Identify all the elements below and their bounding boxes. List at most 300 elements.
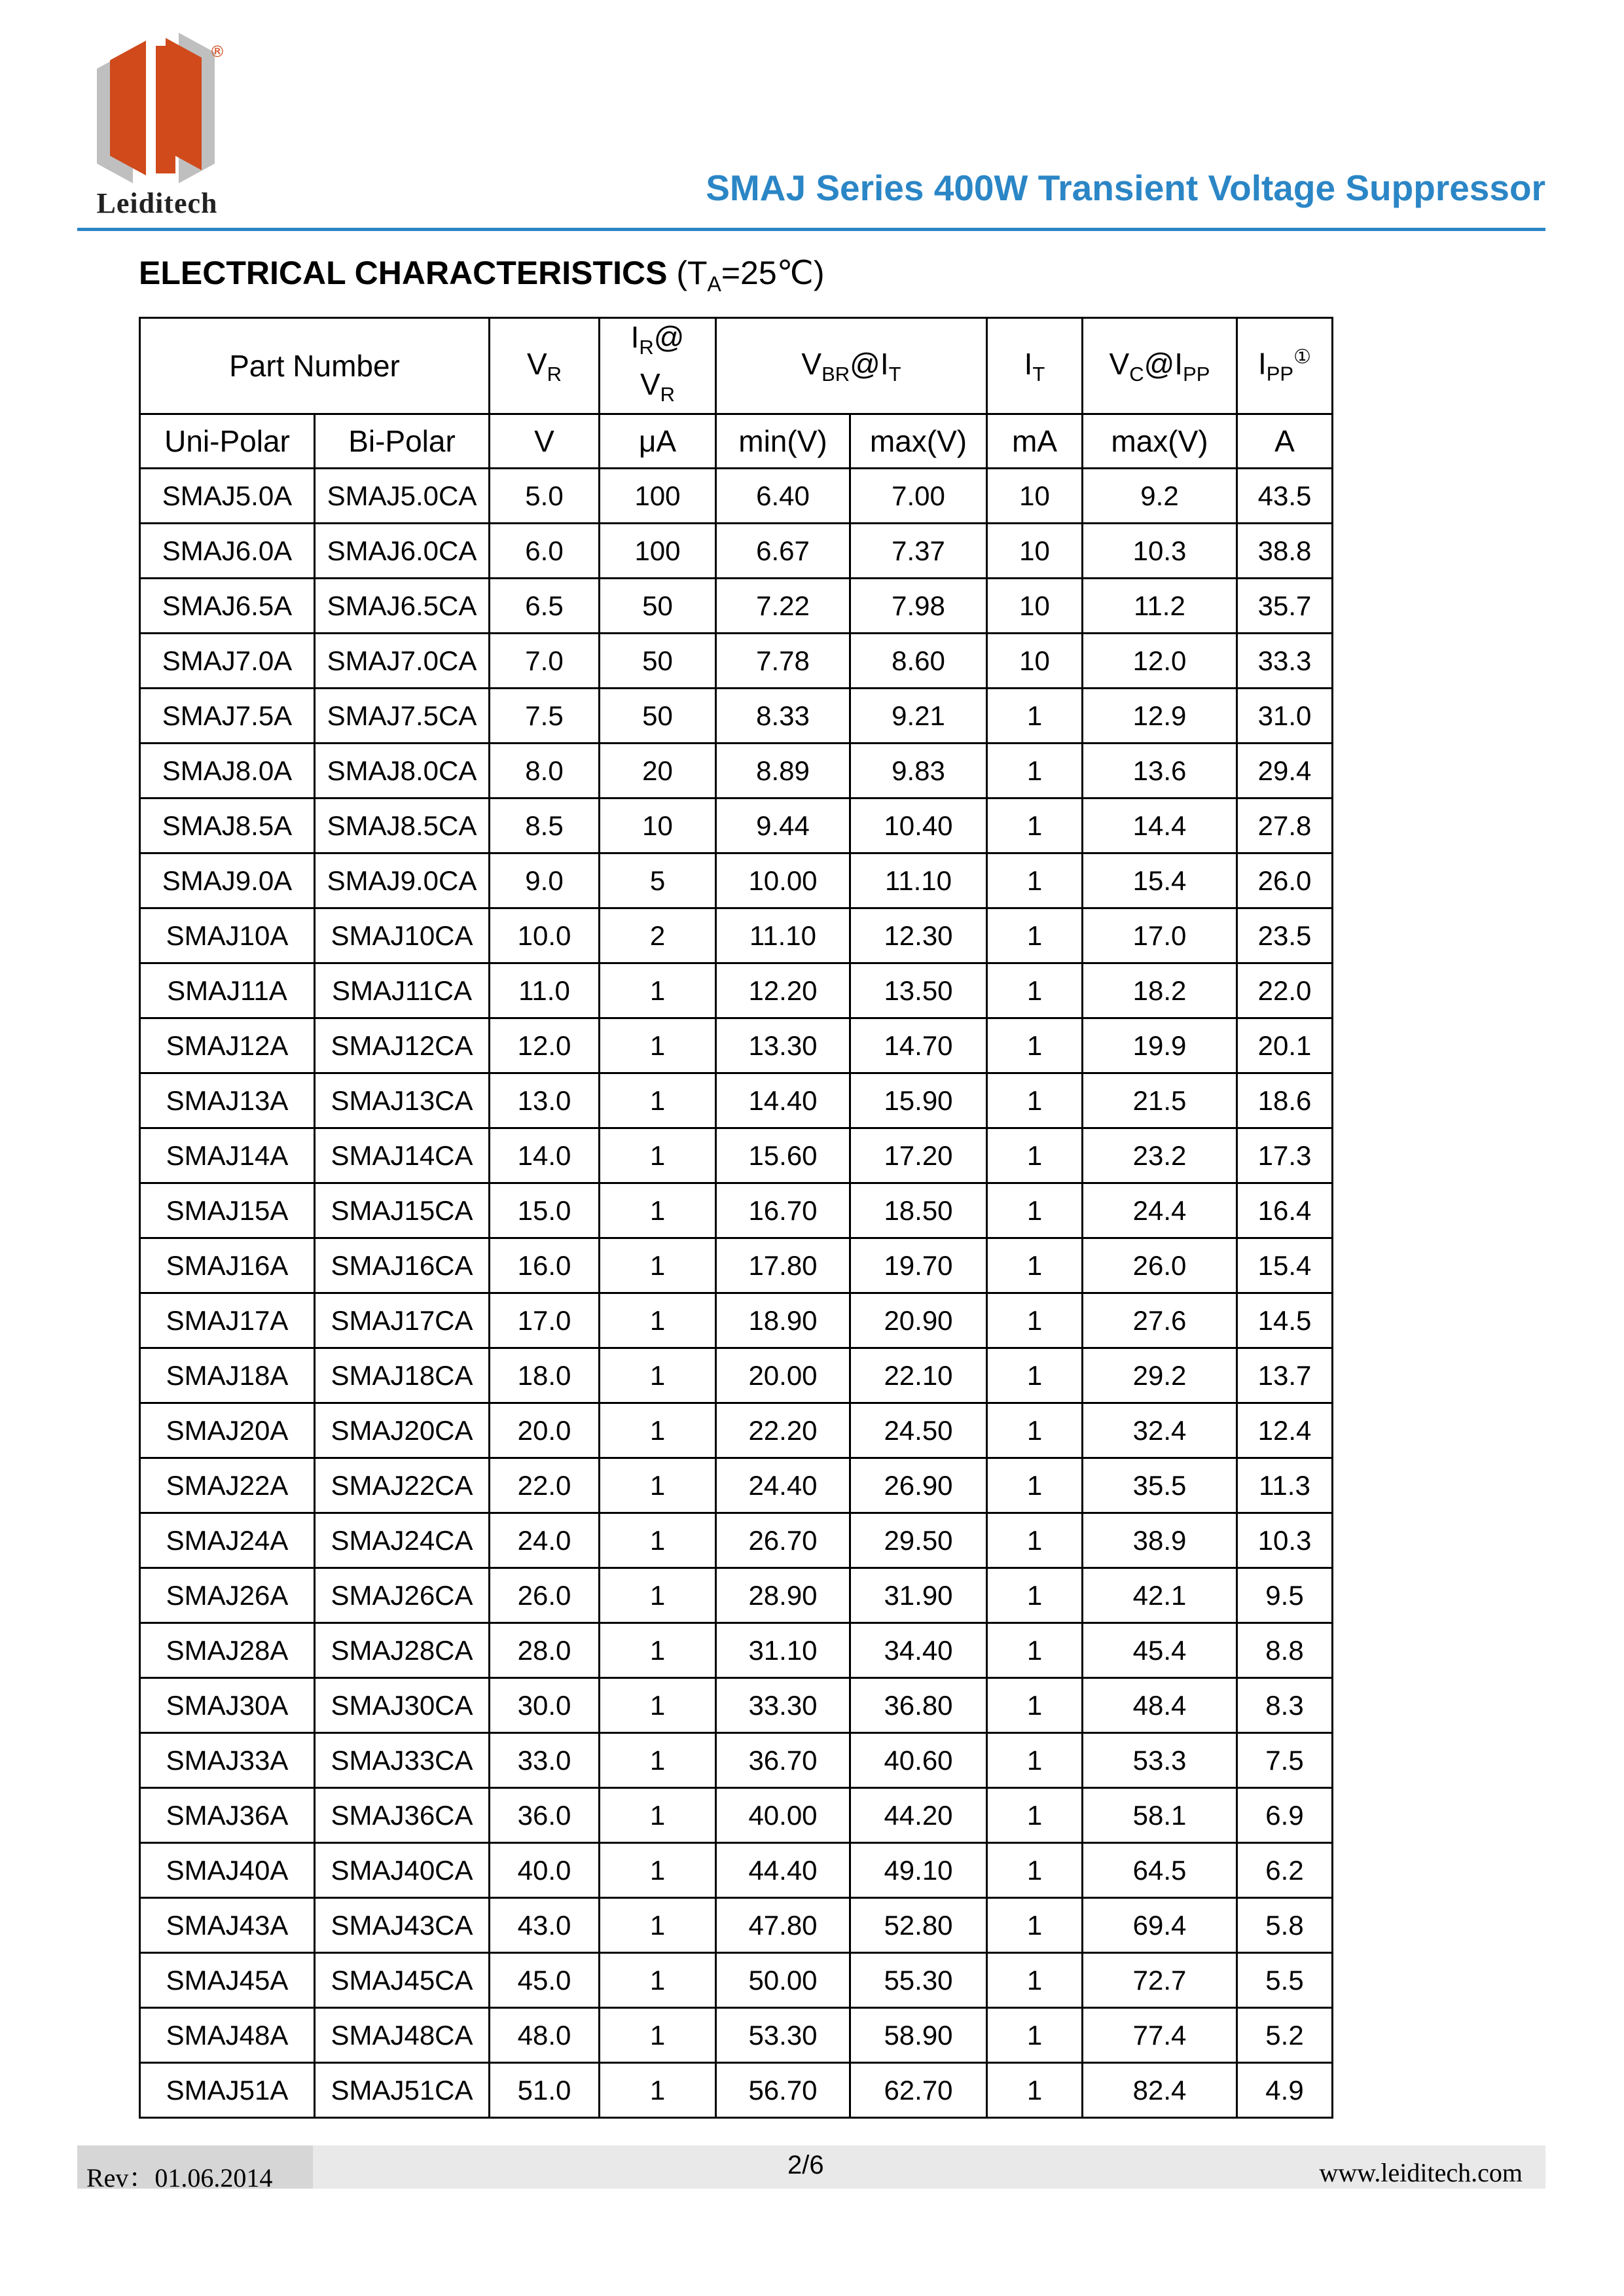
cell-vbr-max: 24.50 (850, 1403, 987, 1458)
series-title: SMAJ Series 400W Transient Voltage Suppressor (706, 168, 1545, 208)
cell-bi-polar: SMAJ17CA (315, 1293, 490, 1348)
cell-vr: 8.5 (490, 798, 600, 853)
header-uni-polar: Uni-Polar (140, 414, 315, 469)
cell-uni-polar: SMAJ6.0A (140, 524, 315, 579)
cell-vbr-max: 15.90 (850, 1073, 987, 1128)
table-row (140, 1953, 1333, 2008)
cell-bi-polar: SMAJ24CA (315, 1513, 490, 1568)
cell-vbr-max: 11.10 (850, 853, 987, 908)
electrical-characteristics-table (139, 317, 1333, 2119)
cell-ir: 1 (600, 2063, 716, 2118)
cell-uni-polar: SMAJ20A (140, 1403, 315, 1458)
cell-ir: 100 (600, 524, 716, 579)
cell-ir: 50 (600, 634, 716, 689)
cell-vr: 7.5 (490, 689, 600, 744)
cell-bi-polar: SMAJ22CA (315, 1458, 490, 1513)
cell-vbr-min: 33.30 (716, 1678, 850, 1733)
cell-vr: 20.0 (490, 1403, 600, 1458)
cell-bi-polar: SMAJ20CA (315, 1403, 490, 1458)
cell-uni-polar: SMAJ11A (140, 963, 315, 1018)
cell-it: 10 (987, 524, 1083, 579)
header-vbr-at-it: $V_{BR}@I_T$ (716, 318, 987, 414)
cell-vbr-max: 55.30 (850, 1953, 987, 2008)
cell-vc-max: 18.2 (1083, 963, 1237, 1018)
cell-uni-polar: SMAJ22A (140, 1458, 315, 1513)
cell-it: 1 (987, 744, 1083, 798)
table-row (140, 1183, 1333, 1238)
cell-vbr-min: 56.70 (716, 2063, 850, 2118)
cell-vc-max: 72.7 (1083, 1953, 1237, 2008)
page-footer (77, 2145, 1545, 2193)
cell-ipp: 38.8 (1237, 524, 1333, 579)
cell-vbr-max: 7.00 (850, 469, 987, 524)
cell-vc-max: 23.2 (1083, 1128, 1237, 1183)
cell-vc-max: 11.2 (1083, 579, 1237, 634)
cell-bi-polar: SMAJ40CA (315, 1843, 490, 1898)
cell-it: 1 (987, 1678, 1083, 1733)
cell-vbr-max: 9.21 (850, 689, 987, 744)
cell-vc-max: 42.1 (1083, 1568, 1237, 1623)
unit-vbr-max: max(V) (850, 414, 987, 469)
cell-uni-polar: SMAJ7.5A (140, 689, 315, 744)
cell-uni-polar: SMAJ18A (140, 1348, 315, 1403)
cell-ir: 1 (600, 1513, 716, 1568)
cell-ir: 1 (600, 1073, 716, 1128)
cell-ipp: 13.7 (1237, 1348, 1333, 1403)
cell-vbr-max: 62.70 (850, 2063, 987, 2118)
cell-it: 1 (987, 1568, 1083, 1623)
cell-bi-polar: SMAJ33CA (315, 1733, 490, 1788)
header-vr: $V_R$ (490, 318, 600, 414)
cell-ipp: 27.8 (1237, 798, 1333, 853)
cell-ir: 1 (600, 1568, 716, 1623)
table-body (140, 469, 1333, 2118)
cell-vr: 45.0 (490, 1953, 600, 2008)
cell-ir: 1 (600, 1953, 716, 2008)
cell-vr: 18.0 (490, 1348, 600, 1403)
cell-it: 1 (987, 1953, 1083, 2008)
unit-vbr-min: min(V) (716, 414, 850, 469)
table-row (140, 1293, 1333, 1348)
cell-vr: 6.5 (490, 579, 600, 634)
cell-ipp: 8.8 (1237, 1623, 1333, 1678)
cell-vbr-min: 50.00 (716, 1953, 850, 2008)
cell-vr: 11.0 (490, 963, 600, 1018)
cell-bi-polar: SMAJ10CA (315, 908, 490, 963)
table-row (140, 1733, 1333, 1788)
cell-it: 10 (987, 634, 1083, 689)
leiditech-logo-icon (97, 33, 228, 183)
cell-ir: 1 (600, 1678, 716, 1733)
cell-ipp: 16.4 (1237, 1183, 1333, 1238)
condition-open: (T (667, 255, 708, 291)
cell-vc-max: 48.4 (1083, 1678, 1237, 1733)
table-row (140, 634, 1333, 689)
table-row (140, 1458, 1333, 1513)
cell-vbr-max: 31.90 (850, 1568, 987, 1623)
table-row (140, 853, 1333, 908)
cell-uni-polar: SMAJ10A (140, 908, 315, 963)
cell-vbr-min: 20.00 (716, 1348, 850, 1403)
cell-ipp: 31.0 (1237, 689, 1333, 744)
page-number: 2/6 (787, 2151, 824, 2179)
cell-ipp: 5.2 (1237, 2008, 1333, 2063)
cell-uni-polar: SMAJ8.0A (140, 744, 315, 798)
cell-vc-max: 15.4 (1083, 853, 1237, 908)
section-title (139, 254, 824, 296)
cell-vbr-max: 22.10 (850, 1348, 987, 1403)
revision-date: Rev：01.06.2014 (86, 2163, 273, 2193)
unit-ir: μA (600, 414, 716, 469)
table-row (140, 1018, 1333, 1073)
cell-uni-polar: SMAJ48A (140, 2008, 315, 2063)
cell-ipp: 10.3 (1237, 1513, 1333, 1568)
cell-vbr-min: 28.90 (716, 1568, 850, 1623)
cell-uni-polar: SMAJ28A (140, 1623, 315, 1678)
cell-vbr-min: 8.89 (716, 744, 850, 798)
table-row (140, 1788, 1333, 1843)
cell-vbr-max: 29.50 (850, 1513, 987, 1568)
cell-vr: 51.0 (490, 2063, 600, 2118)
cell-vbr-min: 22.20 (716, 1403, 850, 1458)
cell-it: 1 (987, 963, 1083, 1018)
cell-vc-max: 35.5 (1083, 1458, 1237, 1513)
cell-vbr-max: 7.98 (850, 579, 987, 634)
cell-it: 1 (987, 2063, 1083, 2118)
company-logo (79, 33, 236, 223)
cell-vbr-min: 24.40 (716, 1458, 850, 1513)
cell-bi-polar: SMAJ6.5CA (315, 579, 490, 634)
cell-vbr-max: 58.90 (850, 2008, 987, 2063)
cell-vbr-max: 26.90 (850, 1458, 987, 1513)
cell-vbr-max: 19.70 (850, 1238, 987, 1293)
cell-vbr-min: 53.30 (716, 2008, 850, 2063)
cell-vbr-min: 9.44 (716, 798, 850, 853)
table-row (140, 1348, 1333, 1403)
cell-vbr-max: 40.60 (850, 1733, 987, 1788)
cell-vc-max: 82.4 (1083, 2063, 1237, 2118)
cell-ir: 1 (600, 1733, 716, 1788)
cell-vbr-min: 7.22 (716, 579, 850, 634)
cell-uni-polar: SMAJ17A (140, 1293, 315, 1348)
cell-it: 1 (987, 1733, 1083, 1788)
cell-vbr-max: 18.50 (850, 1183, 987, 1238)
cell-it: 1 (987, 1073, 1083, 1128)
cell-it: 1 (987, 798, 1083, 853)
header-part-number: Part Number (140, 318, 490, 414)
cell-vc-max: 24.4 (1083, 1183, 1237, 1238)
cell-ipp: 5.5 (1237, 1953, 1333, 2008)
cell-uni-polar: SMAJ13A (140, 1073, 315, 1128)
table-row (140, 1623, 1333, 1678)
cell-vr: 26.0 (490, 1568, 600, 1623)
cell-vc-max: 45.4 (1083, 1623, 1237, 1678)
cell-it: 1 (987, 908, 1083, 963)
cell-uni-polar: SMAJ9.0A (140, 853, 315, 908)
cell-ir: 20 (600, 744, 716, 798)
cell-bi-polar: SMAJ45CA (315, 1953, 490, 2008)
cell-ipp: 15.4 (1237, 1238, 1333, 1293)
cell-vbr-max: 44.20 (850, 1788, 987, 1843)
cell-it: 1 (987, 1183, 1083, 1238)
cell-vbr-min: 12.20 (716, 963, 850, 1018)
cell-bi-polar: SMAJ14CA (315, 1128, 490, 1183)
cell-bi-polar: SMAJ7.5CA (315, 689, 490, 744)
cell-ipp: 9.5 (1237, 1568, 1333, 1623)
header-row-units (140, 414, 1333, 469)
cell-vr: 16.0 (490, 1238, 600, 1293)
cell-ipp: 6.2 (1237, 1843, 1333, 1898)
cell-ir: 10 (600, 798, 716, 853)
cell-vbr-min: 36.70 (716, 1733, 850, 1788)
cell-uni-polar: SMAJ8.5A (140, 798, 315, 853)
cell-bi-polar: SMAJ26CA (315, 1568, 490, 1623)
cell-ipp: 20.1 (1237, 1018, 1333, 1073)
cell-vc-max: 12.9 (1083, 689, 1237, 744)
cell-bi-polar: SMAJ13CA (315, 1073, 490, 1128)
cell-vc-max: 21.5 (1083, 1073, 1237, 1128)
cell-vc-max: 10.3 (1083, 524, 1237, 579)
cell-vbr-min: 31.10 (716, 1623, 850, 1678)
table-row (140, 1898, 1333, 1953)
cell-vr: 12.0 (490, 1018, 600, 1073)
cell-ir: 5 (600, 853, 716, 908)
cell-vr: 10.0 (490, 908, 600, 963)
cell-uni-polar: SMAJ36A (140, 1788, 315, 1843)
cell-ipp: 26.0 (1237, 853, 1333, 908)
cell-ir: 1 (600, 1238, 716, 1293)
cell-bi-polar: SMAJ11CA (315, 963, 490, 1018)
condition-sub: A (707, 272, 721, 296)
cell-vr: 28.0 (490, 1623, 600, 1678)
cell-vbr-min: 10.00 (716, 853, 850, 908)
cell-bi-polar: SMAJ28CA (315, 1623, 490, 1678)
brand-name: Leiditech (96, 187, 218, 219)
cell-uni-polar: SMAJ12A (140, 1018, 315, 1073)
cell-bi-polar: SMAJ6.0CA (315, 524, 490, 579)
cell-vr: 14.0 (490, 1128, 600, 1183)
cell-it: 1 (987, 1348, 1083, 1403)
cell-ir: 2 (600, 908, 716, 963)
cell-it: 1 (987, 1403, 1083, 1458)
header-ipp: $I_{PP}^①$ (1237, 318, 1333, 414)
cell-vbr-max: 13.50 (850, 963, 987, 1018)
cell-vc-max: 64.5 (1083, 1843, 1237, 1898)
cell-vbr-min: 11.10 (716, 908, 850, 963)
cell-bi-polar: SMAJ16CA (315, 1238, 490, 1293)
cell-bi-polar: SMAJ43CA (315, 1898, 490, 1953)
cell-ipp: 6.9 (1237, 1788, 1333, 1843)
cell-vbr-max: 52.80 (850, 1898, 987, 1953)
cell-ipp: 22.0 (1237, 963, 1333, 1018)
cell-ir: 1 (600, 963, 716, 1018)
cell-ipp: 4.9 (1237, 2063, 1333, 2118)
cell-vbr-min: 6.67 (716, 524, 850, 579)
cell-vbr-max: 20.90 (850, 1293, 987, 1348)
cell-uni-polar: SMAJ33A (140, 1733, 315, 1788)
cell-ir: 50 (600, 689, 716, 744)
cell-uni-polar: SMAJ6.5A (140, 579, 315, 634)
cell-vr: 43.0 (490, 1898, 600, 1953)
cell-vr: 5.0 (490, 469, 600, 524)
cell-vbr-max: 34.40 (850, 1623, 987, 1678)
cell-vbr-max: 8.60 (850, 634, 987, 689)
cell-vc-max: 58.1 (1083, 1788, 1237, 1843)
cell-vbr-min: 14.40 (716, 1073, 850, 1128)
cell-vbr-min: 40.00 (716, 1788, 850, 1843)
cell-ir: 1 (600, 1788, 716, 1843)
cell-vbr-max: 14.70 (850, 1018, 987, 1073)
cell-bi-polar: SMAJ48CA (315, 2008, 490, 2063)
cell-vc-max: 26.0 (1083, 1238, 1237, 1293)
cell-uni-polar: SMAJ43A (140, 1898, 315, 1953)
cell-vc-max: 19.9 (1083, 1018, 1237, 1073)
table-row (140, 744, 1333, 798)
cell-vr: 15.0 (490, 1183, 600, 1238)
table-row (140, 524, 1333, 579)
cell-vr: 40.0 (490, 1843, 600, 1898)
table-row (140, 1678, 1333, 1733)
cell-ipp: 7.5 (1237, 1733, 1333, 1788)
header-ir-at-vr: $I_R@$ $V_R$ (600, 318, 716, 414)
cell-uni-polar: SMAJ16A (140, 1238, 315, 1293)
cell-vbr-max: 9.83 (850, 744, 987, 798)
cell-vc-max: 32.4 (1083, 1403, 1237, 1458)
cell-vbr-min: 18.90 (716, 1293, 850, 1348)
cell-vc-max: 77.4 (1083, 2008, 1237, 2063)
cell-vc-max: 12.0 (1083, 634, 1237, 689)
cell-ipp: 5.8 (1237, 1898, 1333, 1953)
cell-vc-max: 9.2 (1083, 469, 1237, 524)
cell-vbr-min: 15.60 (716, 1128, 850, 1183)
cell-ipp: 11.3 (1237, 1458, 1333, 1513)
cell-vbr-max: 49.10 (850, 1843, 987, 1898)
cell-it: 1 (987, 2008, 1083, 2063)
cell-bi-polar: SMAJ8.0CA (315, 744, 490, 798)
cell-vc-max: 53.3 (1083, 1733, 1237, 1788)
cell-ipp: 29.4 (1237, 744, 1333, 798)
cell-ir: 50 (600, 579, 716, 634)
cell-vbr-max: 10.40 (850, 798, 987, 853)
cell-vr: 17.0 (490, 1293, 600, 1348)
cell-vbr-max: 36.80 (850, 1678, 987, 1733)
cell-bi-polar: SMAJ5.0CA (315, 469, 490, 524)
cell-vbr-min: 7.78 (716, 634, 850, 689)
table-row (140, 1073, 1333, 1128)
cell-ir: 1 (600, 1293, 716, 1348)
cell-vbr-max: 12.30 (850, 908, 987, 963)
cell-vr: 36.0 (490, 1788, 600, 1843)
cell-it: 10 (987, 579, 1083, 634)
cell-vbr-min: 16.70 (716, 1183, 850, 1238)
section-title-text: ELECTRICAL CHARACTERISTICS (139, 255, 668, 291)
table-row (140, 1843, 1333, 1898)
cell-it: 1 (987, 1238, 1083, 1293)
unit-vr: V (490, 414, 600, 469)
cell-ipp: 18.6 (1237, 1073, 1333, 1128)
cell-it: 1 (987, 1513, 1083, 1568)
unit-it: mA (987, 414, 1083, 469)
cell-uni-polar: SMAJ45A (140, 1953, 315, 2008)
cell-vr: 6.0 (490, 524, 600, 579)
cell-ipp: 17.3 (1237, 1128, 1333, 1183)
cell-vr: 30.0 (490, 1678, 600, 1733)
table-row (140, 689, 1333, 744)
table-row (140, 469, 1333, 524)
cell-ir: 1 (600, 1843, 716, 1898)
cell-it: 1 (987, 1843, 1083, 1898)
header-row-primary (140, 318, 1333, 414)
footnote-mark: ① (1293, 346, 1312, 368)
cell-vbr-min: 26.70 (716, 1513, 850, 1568)
cell-vr: 7.0 (490, 634, 600, 689)
cell-vc-max: 13.6 (1083, 744, 1237, 798)
cell-vr: 48.0 (490, 2008, 600, 2063)
header-bi-polar: Bi-Polar (315, 414, 490, 469)
cell-ipp: 35.7 (1237, 579, 1333, 634)
website-link[interactable]: www.leiditech.com (1319, 2158, 1523, 2187)
unit-vc-max: max(V) (1083, 414, 1237, 469)
table-row (140, 798, 1333, 853)
cell-bi-polar: SMAJ15CA (315, 1183, 490, 1238)
cell-ir: 1 (600, 1458, 716, 1513)
cell-it: 1 (987, 1458, 1083, 1513)
cell-uni-polar: SMAJ51A (140, 2063, 315, 2118)
cell-ipp: 23.5 (1237, 908, 1333, 963)
cell-ir: 1 (600, 1018, 716, 1073)
cell-ir: 1 (600, 1128, 716, 1183)
table-row (140, 908, 1333, 963)
cell-ir: 1 (600, 1403, 716, 1458)
cell-it: 1 (987, 853, 1083, 908)
cell-ir: 1 (600, 1898, 716, 1953)
table-row (140, 579, 1333, 634)
condition-rest: =25℃) (721, 255, 825, 291)
cell-bi-polar: SMAJ7.0CA (315, 634, 490, 689)
cell-vc-max: 17.0 (1083, 908, 1237, 963)
cell-bi-polar: SMAJ36CA (315, 1788, 490, 1843)
cell-ipp: 14.5 (1237, 1293, 1333, 1348)
cell-ipp: 43.5 (1237, 469, 1333, 524)
cell-uni-polar: SMAJ14A (140, 1128, 315, 1183)
table-row (140, 1513, 1333, 1568)
table-row (140, 1403, 1333, 1458)
cell-ipp: 8.3 (1237, 1678, 1333, 1733)
cell-vr: 9.0 (490, 853, 600, 908)
table-row (140, 1128, 1333, 1183)
table-row (140, 963, 1333, 1018)
table-row (140, 2008, 1333, 2063)
table-row (140, 2063, 1333, 2118)
cell-bi-polar: SMAJ12CA (315, 1018, 490, 1073)
cell-uni-polar: SMAJ40A (140, 1843, 315, 1898)
cell-uni-polar: SMAJ5.0A (140, 469, 315, 524)
header-vc-at-ipp: $V_C@I_{PP}$ (1083, 318, 1237, 414)
cell-vr: 33.0 (490, 1733, 600, 1788)
cell-uni-polar: SMAJ26A (140, 1568, 315, 1623)
cell-vbr-min: 13.30 (716, 1018, 850, 1073)
cell-vc-max: 38.9 (1083, 1513, 1237, 1568)
cell-bi-polar: SMAJ18CA (315, 1348, 490, 1403)
cell-vc-max: 69.4 (1083, 1898, 1237, 1953)
cell-it: 10 (987, 469, 1083, 524)
cell-it: 1 (987, 1018, 1083, 1073)
cell-vc-max: 29.2 (1083, 1348, 1237, 1403)
header-it: $I_T$ (987, 318, 1083, 414)
cell-uni-polar: SMAJ30A (140, 1678, 315, 1733)
table-row (140, 1238, 1333, 1293)
cell-vbr-min: 8.33 (716, 689, 850, 744)
